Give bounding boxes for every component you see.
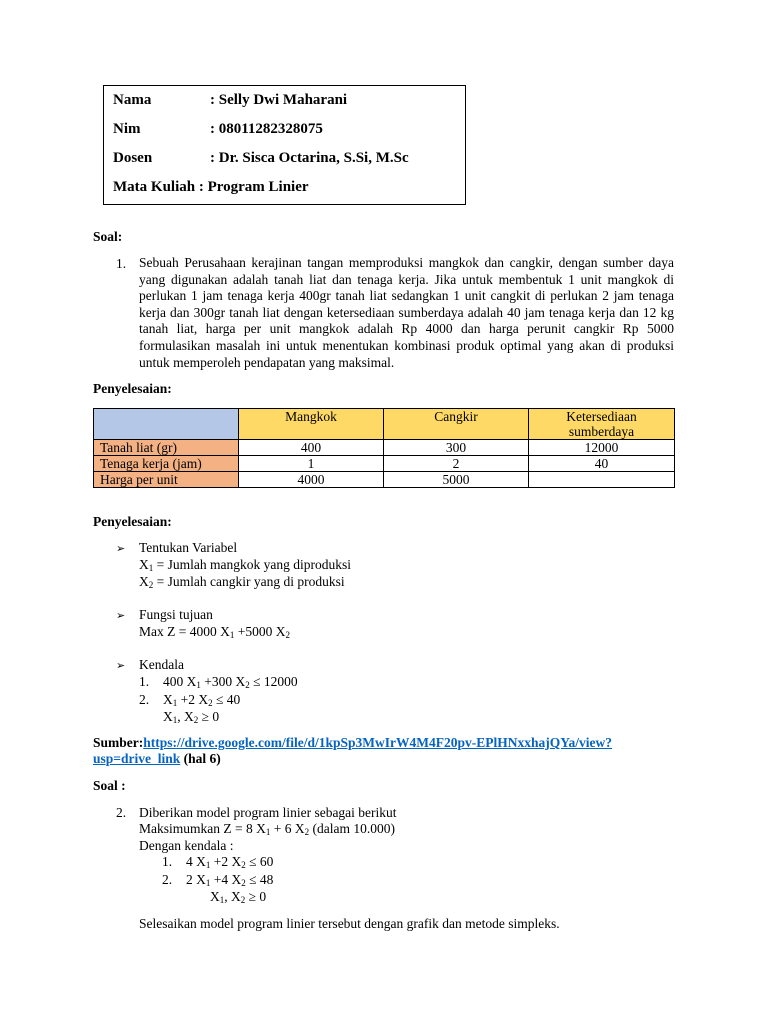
soal-2-constraint-2-number: 2. <box>162 872 173 887</box>
table-header-row <box>94 409 675 440</box>
constraint-1: 400 $X_1 +300$ $X_2 \le 12000$ <box>163 674 298 690</box>
penyelesaian-label-2: Penyelesaian: <box>93 514 172 529</box>
table-cell: 4000 <box>239 472 384 488</box>
soal-2-constraint-1-number: 1. <box>162 854 173 869</box>
table-row <box>94 440 675 456</box>
dosen-value: : Dr. Sisca Octarina, S.Si, M.Sc <box>210 150 409 166</box>
table-cell <box>529 472 675 488</box>
arrow-bullet-icon: ➢ <box>116 543 126 555</box>
table-row <box>94 472 675 488</box>
table-header-mangkok: Mangkok <box>239 409 384 440</box>
soal-2-intro: Diberikan model program linier sebagai berikut <box>139 805 397 820</box>
table-corner-cell <box>94 409 239 440</box>
nim-value: : 08011282328075 <box>210 121 323 137</box>
soal-2-objective: Maksimumkan Z = 8 $X_1 + 6$ $X_2$ (dalam 10.000) <box>139 821 395 837</box>
mata-kuliah-value: : Program Linier <box>195 179 309 195</box>
constraint-1-number: 1. <box>139 674 150 689</box>
table-cell: 12000 <box>529 440 675 456</box>
variable-x1-definition: $X_1$ = Jumlah mangkok yang diproduksi <box>139 557 351 573</box>
table-cell: 400 <box>239 440 384 456</box>
nonnegativity-constraint: $X_1$, $X_2 \ge 0$ <box>163 709 220 725</box>
table-cell: 40 <box>529 456 675 472</box>
source-reference <box>93 735 653 767</box>
table-row-label: Tenaga kerja (jam) <box>94 456 239 472</box>
table-cell: 2 <box>384 456 529 472</box>
identity-row-nim <box>113 121 323 138</box>
variable-x2-definition: $X_2$ = Jumlah cangkir yang di produksi <box>139 574 345 590</box>
identity-row-nama <box>113 92 347 109</box>
soal-2-nonnegativity: $X_1$, $X_2 \ge 0$ <box>210 889 267 905</box>
constraint-2-number: 2. <box>139 692 150 707</box>
soal-2-number: 2. <box>116 805 127 820</box>
table-header-ketersediaan: Ketersediaan sumberdaya <box>529 409 675 440</box>
nama-value: : Selly Dwi Maharani <box>210 92 348 108</box>
source-page-note: (hal 6) <box>180 751 221 766</box>
table-cell: 5000 <box>384 472 529 488</box>
identity-row-dosen <box>113 150 409 167</box>
table-row-label: Tanah liat (gr) <box>94 440 239 456</box>
variable-title: Tentukan Variabel <box>139 540 238 555</box>
soal-1-number: 1. <box>116 256 127 271</box>
constraints-title: Kendala <box>139 657 184 672</box>
soal-1-heading: Soal: <box>93 229 123 244</box>
arrow-bullet-icon: ➢ <box>116 610 126 622</box>
soal-2-kendala-label: Dengan kendala : <box>139 838 234 853</box>
soal-2-constraint-1: 4 $X_1 +2$ $X_2 \le 60$ <box>186 854 274 870</box>
soal-2-closing: Selesaikan model program linier tersebut dengan grafik dan metode simpleks. <box>139 916 560 931</box>
dosen-label: Dosen <box>113 150 153 166</box>
table-cell: 300 <box>384 440 529 456</box>
mata-kuliah-label: Mata Kuliah <box>113 179 196 195</box>
source-link[interactable]: https://drive.google.com/file/d/1kpSp3MwIrW4M4F20pv-EPlHNxxhajQYa/view? usp=drive_link <box>93 735 612 766</box>
arrow-bullet-icon: ➢ <box>116 660 126 672</box>
constraint-2: $X_1 +2$ $X_2 \le 40$ <box>163 692 241 708</box>
table-header-cangkir: Cangkir <box>384 409 529 440</box>
identity-row-mata-kuliah <box>113 179 309 196</box>
table-row-label: Harga per unit <box>94 472 239 488</box>
source-label: Sumber: <box>93 735 144 750</box>
penyelesaian-label-1: Penyelesaian: <box>93 381 172 396</box>
table-row <box>94 456 675 472</box>
student-identity-box <box>103 85 466 205</box>
nim-label: Nim <box>113 121 141 137</box>
objective-title: Fungsi tujuan <box>139 607 213 622</box>
objective-function: Max Z = 4000 $X_1 +5000$ $X_2$ <box>139 624 290 640</box>
problem-data-table <box>93 408 675 488</box>
nama-label: Nama <box>113 92 152 108</box>
soal-2-heading: Soal : <box>93 778 126 793</box>
soal-1-text: Sebuah Perusahaan kerajinan tangan memproduksi mangkok dan cangkir, dengan sumber daya yang digunakan adalah tanah liat dan tenaga kerja. Jika untuk membentuk 1 unit mangkok di perlukan 1 jam tenaga kerja 400gr tanah liat sedangkan 1 unit cangkit di perlukan 2 jam tenaga kerja dan 300gr tanah liat dengan ketersediaan sumberdaya adalah 40 jam tenaga kerja dan 12 kg tanah liat, harga per unit mangkok adalah Rp 4000 dan harga perunit cangkir Rp 5000 formulasikan masalah ini untuk menentukan kombinasi produk optimal yang akan di produksi untuk memperoleh pendapatan yang maksimal. <box>139 255 674 370</box>
table-cell: 1 <box>239 456 384 472</box>
soal-2-constraint-2: 2 $X_1 +4$ $X_2 \le 48$ <box>186 872 274 888</box>
